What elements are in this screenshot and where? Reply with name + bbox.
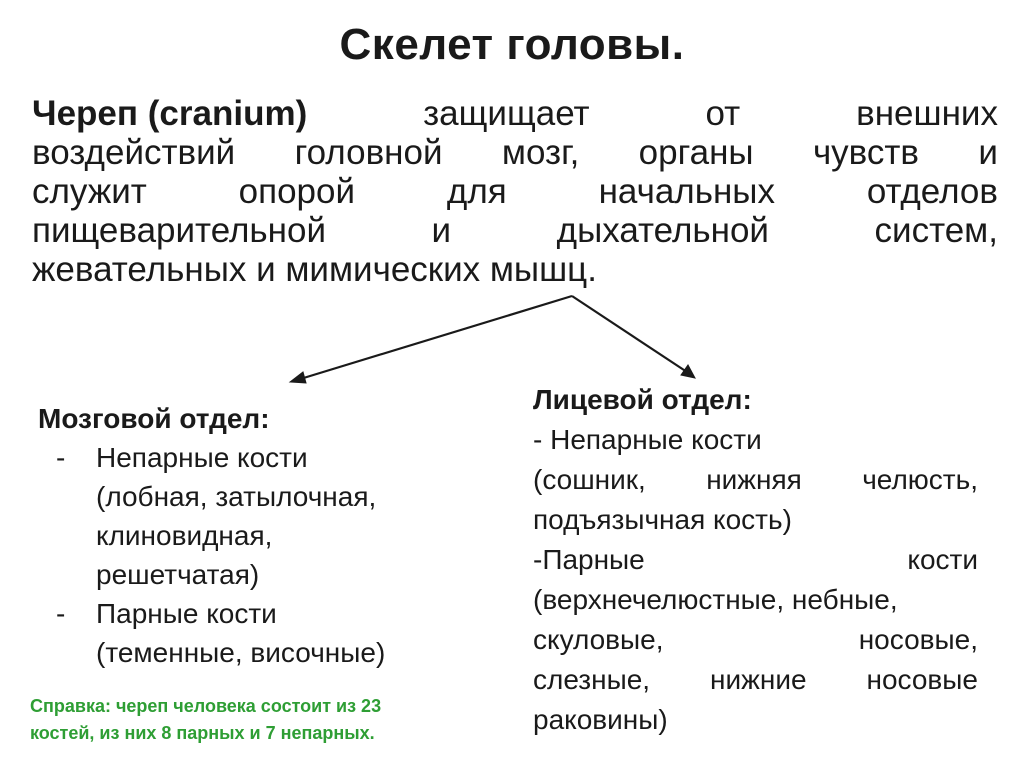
intro-word: систем, bbox=[874, 211, 998, 250]
intro-word: для bbox=[446, 172, 507, 211]
slide-title: Скелет головы. bbox=[339, 20, 685, 69]
facial-word: носовые bbox=[866, 664, 978, 695]
intro-word: дыхательной bbox=[556, 211, 769, 250]
intro-word: воздействий bbox=[32, 133, 236, 172]
item-detail: (лобная, затылочная, bbox=[96, 481, 377, 512]
facial-line: (верхнечелюстные, небные, bbox=[533, 584, 898, 615]
intro-word: опорой bbox=[238, 172, 356, 211]
item-detail: клиновидная, bbox=[96, 520, 273, 551]
facial-line bbox=[533, 620, 978, 660]
item-detail: (теменные, височные) bbox=[96, 637, 386, 668]
facial-line bbox=[533, 540, 978, 580]
facial-section bbox=[533, 380, 978, 740]
facial-word: -Парные bbox=[533, 544, 645, 575]
arrow-left-head bbox=[290, 372, 306, 383]
facial-line: - Непарные кости bbox=[533, 424, 762, 455]
intro-word: чувств bbox=[812, 133, 919, 172]
facial-word: кости bbox=[907, 544, 978, 575]
intro-word: органы bbox=[638, 133, 754, 172]
facial-line bbox=[533, 660, 978, 700]
intro-word: пищеварительной bbox=[32, 211, 326, 250]
intro-word: внешних bbox=[856, 94, 998, 133]
intro-term: Череп (cranium) bbox=[32, 94, 308, 133]
facial-line: раковины) bbox=[533, 704, 668, 735]
intro-line-5: жевательных и мимических мышц. bbox=[32, 250, 597, 289]
intro-word: головной bbox=[294, 133, 443, 172]
arrow-right bbox=[572, 296, 690, 374]
cerebral-item-paired bbox=[38, 594, 458, 672]
reference-note bbox=[30, 693, 490, 747]
intro-word: и bbox=[978, 133, 998, 172]
item-label: Непарные кости bbox=[96, 442, 308, 473]
list-dash: - bbox=[56, 598, 66, 629]
arrow-left bbox=[297, 296, 572, 380]
facial-word: нижние bbox=[710, 664, 807, 695]
intro-word: от bbox=[705, 94, 741, 133]
intro-word: и bbox=[431, 211, 452, 250]
cerebral-section bbox=[38, 399, 458, 672]
facial-word: челюсть, bbox=[862, 464, 978, 495]
item-detail: решетчатая) bbox=[96, 559, 260, 590]
facial-word: носовые, bbox=[858, 624, 978, 655]
note-line: костей, из них 8 парных и 7 непарных. bbox=[30, 723, 375, 743]
intro-word: мозг, bbox=[501, 133, 580, 172]
facial-word: скуловые, bbox=[533, 624, 664, 655]
facial-line bbox=[533, 460, 978, 500]
facial-word: (сошник, bbox=[533, 464, 646, 495]
list-dash: - bbox=[56, 442, 66, 473]
note-line: Справка: череп человека состоит из 23 bbox=[30, 696, 382, 716]
facial-word: нижняя bbox=[706, 464, 802, 495]
cerebral-item-unpaired bbox=[38, 438, 458, 594]
intro-word: начальных bbox=[598, 172, 775, 211]
facial-word: слезные, bbox=[533, 664, 651, 695]
arrow-right-head bbox=[681, 365, 695, 378]
facial-line: подъязычная кость) bbox=[533, 504, 792, 535]
intro-word: защищает bbox=[423, 94, 590, 133]
facial-heading: Лицевой отдел: bbox=[533, 384, 752, 415]
item-label: Парные кости bbox=[96, 598, 277, 629]
intro-word: отделов bbox=[866, 172, 998, 211]
cerebral-heading: Мозговой отдел: bbox=[38, 403, 270, 434]
intro-word: служит bbox=[32, 172, 147, 211]
